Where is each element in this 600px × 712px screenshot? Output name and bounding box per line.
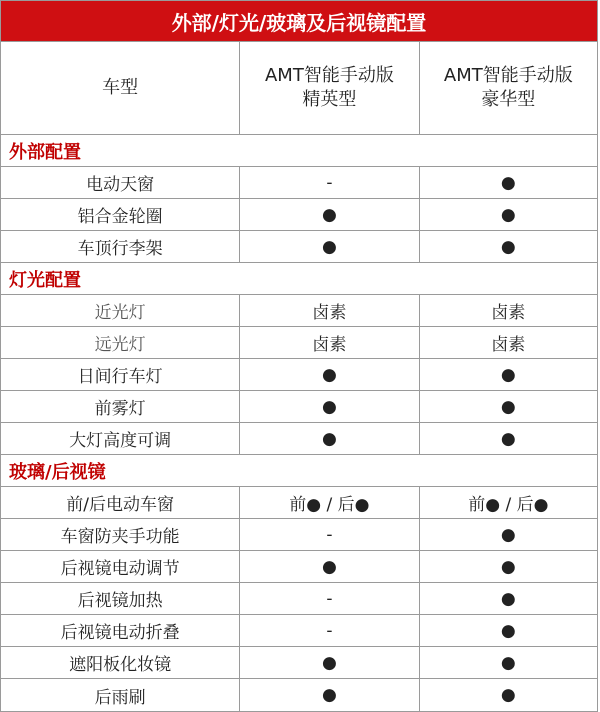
- feature-label: 前/后电动车窗: [1, 487, 240, 518]
- table-row: [1, 199, 597, 231]
- feature-label: 日间行车灯: [1, 359, 240, 390]
- trim-1-value: ●: [240, 423, 419, 454]
- trim-2-line-1: AMT智能手动版: [443, 64, 573, 86]
- trim-1-value: ●: [240, 199, 419, 230]
- section-header: 外部配置: [1, 135, 597, 167]
- trim-1-value: -: [240, 519, 419, 550]
- trim-1-value: 卤素: [240, 295, 419, 326]
- trim-2-value: 卤素: [491, 335, 526, 355]
- trim-2-value: ●: [500, 685, 516, 705]
- trim-2-value: ●: [500, 428, 516, 449]
- trim-1-value: ●: [240, 359, 419, 390]
- trim-2-value: 前● / 后●: [468, 495, 549, 515]
- trim-2-value: ●: [500, 556, 516, 577]
- trim-2-value: 卤素: [491, 303, 526, 323]
- trim-2-value: ●: [500, 588, 516, 609]
- trim-1-value: -: [240, 615, 419, 646]
- trim-2-value: ●: [500, 172, 516, 193]
- feature-label: 后视镜电动折叠: [1, 615, 240, 646]
- trim-1-value: -: [240, 583, 419, 614]
- feature-label: 电动天窗: [1, 167, 240, 198]
- trim-1-value: ●: [240, 231, 419, 262]
- table-row: [1, 551, 597, 583]
- feature-label: 铝合金轮圈: [1, 199, 240, 230]
- trim-1-value: ●: [240, 679, 419, 711]
- trim-2-value: ●: [500, 652, 516, 673]
- table-row: [1, 327, 597, 359]
- feature-label: 近光灯: [1, 295, 240, 326]
- trim-1-line-1: AMT智能手动版: [264, 64, 394, 86]
- table-body: [1, 135, 597, 711]
- feature-label: 车顶行李架: [1, 231, 240, 262]
- trim-2-line-2: 豪华型: [481, 89, 536, 110]
- feature-label: 远光灯: [1, 327, 240, 358]
- section-header: 玻璃/后视镜: [1, 455, 597, 487]
- table-row: [1, 423, 597, 455]
- trim-1-value: 卤素: [240, 327, 419, 358]
- feature-label: 大灯高度可调: [1, 423, 240, 454]
- column-header-trim-2: [420, 42, 597, 134]
- table-row: [1, 615, 597, 647]
- table-row: [1, 359, 597, 391]
- feature-label: 后视镜加热: [1, 583, 240, 614]
- trim-2-value: ●: [500, 236, 516, 257]
- table-row: [1, 167, 597, 199]
- trim-2-value: ●: [500, 620, 516, 641]
- trim-2-value: ●: [500, 364, 516, 385]
- feature-label: 后视镜电动调节: [1, 551, 240, 582]
- trim-1-line-2: 精英型: [302, 89, 357, 110]
- trim-2-value: ●: [500, 204, 516, 225]
- feature-label: 后雨刷: [1, 679, 240, 711]
- table-row: [1, 295, 597, 327]
- section-header: 灯光配置: [1, 263, 597, 295]
- trim-1-value: ●: [240, 647, 419, 678]
- trim-1-value: ●: [240, 551, 419, 582]
- trim-2-value: ●: [500, 396, 516, 417]
- feature-label: 车窗防夹手功能: [1, 519, 240, 550]
- table-row: [1, 231, 597, 263]
- table-row: [1, 487, 597, 519]
- table-row: [1, 647, 597, 679]
- feature-label: 前雾灯: [1, 391, 240, 422]
- feature-label: 遮阳板化妆镜: [1, 647, 240, 678]
- table-row: [1, 679, 597, 711]
- table-title: 外部/灯光/玻璃及后视镜配置: [1, 1, 597, 42]
- column-header-trim-1: [240, 42, 419, 134]
- trim-1-value: ●: [240, 391, 419, 422]
- column-header-row: [1, 42, 597, 135]
- table-row: [1, 519, 597, 551]
- table-row: [1, 391, 597, 423]
- trim-1-value: -: [240, 167, 419, 198]
- trim-2-value: ●: [500, 524, 516, 545]
- trim-1-value: 前● / 后●: [240, 487, 419, 518]
- column-header-model: 车型: [1, 42, 240, 134]
- table-row: [1, 583, 597, 615]
